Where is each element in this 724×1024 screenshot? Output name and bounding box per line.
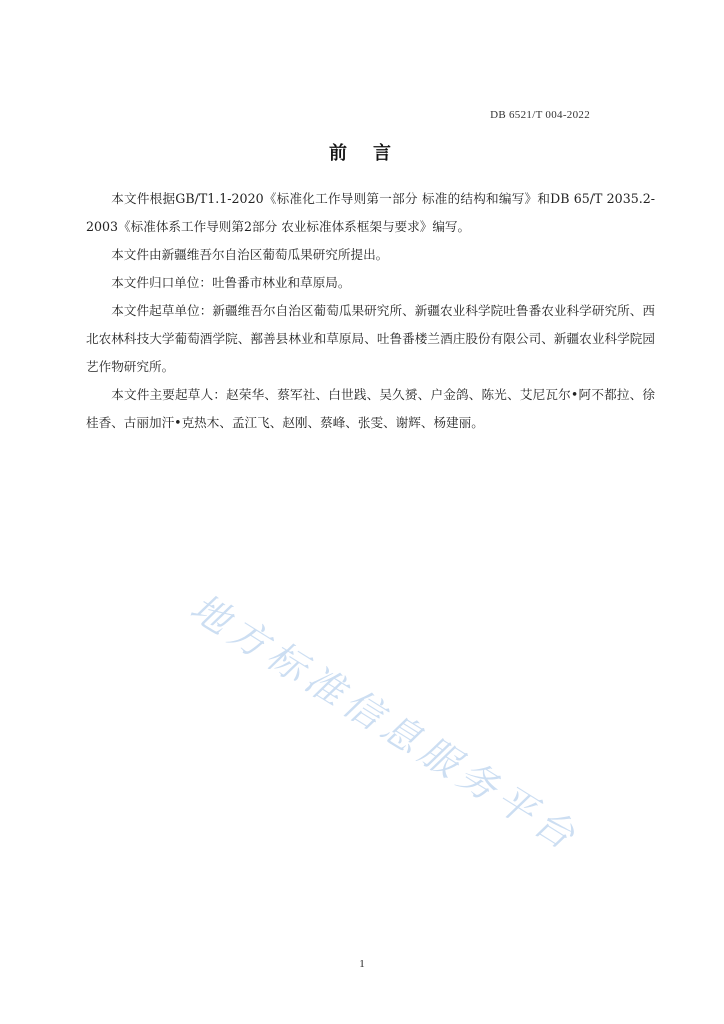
paragraph-drafting-basis: 本文件根据GB/T1.1-2020《标准化工作导则第一部分 标准的结构和编写》和DB 65/T 2035.2-2003《标准体系工作导则第2部分 农业标准体系框架与要求》编写。: [86, 191, 655, 234]
foreword-body: [86, 185, 655, 437]
paragraph-proposer: 本文件由新疆维吾尔自治区葡萄瓜果研究所提出。: [111, 247, 389, 262]
page-number: 1: [359, 958, 365, 970]
page-title: 前 言: [329, 143, 395, 164]
paragraph-drafting-units: 本文件起草单位：新疆维吾尔自治区葡萄瓜果研究所、新疆农业科学院吐鲁番农业科学研究所、西北农林科技大学葡萄酒学院、鄯善县林业和草原局、吐鲁番楼兰酒庄股份有限公司、新疆农业科学院园艺作物研究所。: [86, 303, 655, 374]
document-number: DB 6521/T 004-2022: [490, 109, 590, 121]
watermark: 地方标准信息服务平台: [182, 585, 588, 861]
paragraph-main-drafters: 本文件主要起草人：赵荣华、蔡军社、白世践、吴久赟、户金鸽、陈光、艾尼瓦尔•阿不都拉、徐桂香、古丽加汗•克热木、孟江飞、赵刚、蔡峰、张雯、谢辉、杨建丽。: [86, 387, 655, 430]
paragraph-responsible-unit: 本文件归口单位：吐鲁番市林业和草原局。: [111, 275, 351, 290]
